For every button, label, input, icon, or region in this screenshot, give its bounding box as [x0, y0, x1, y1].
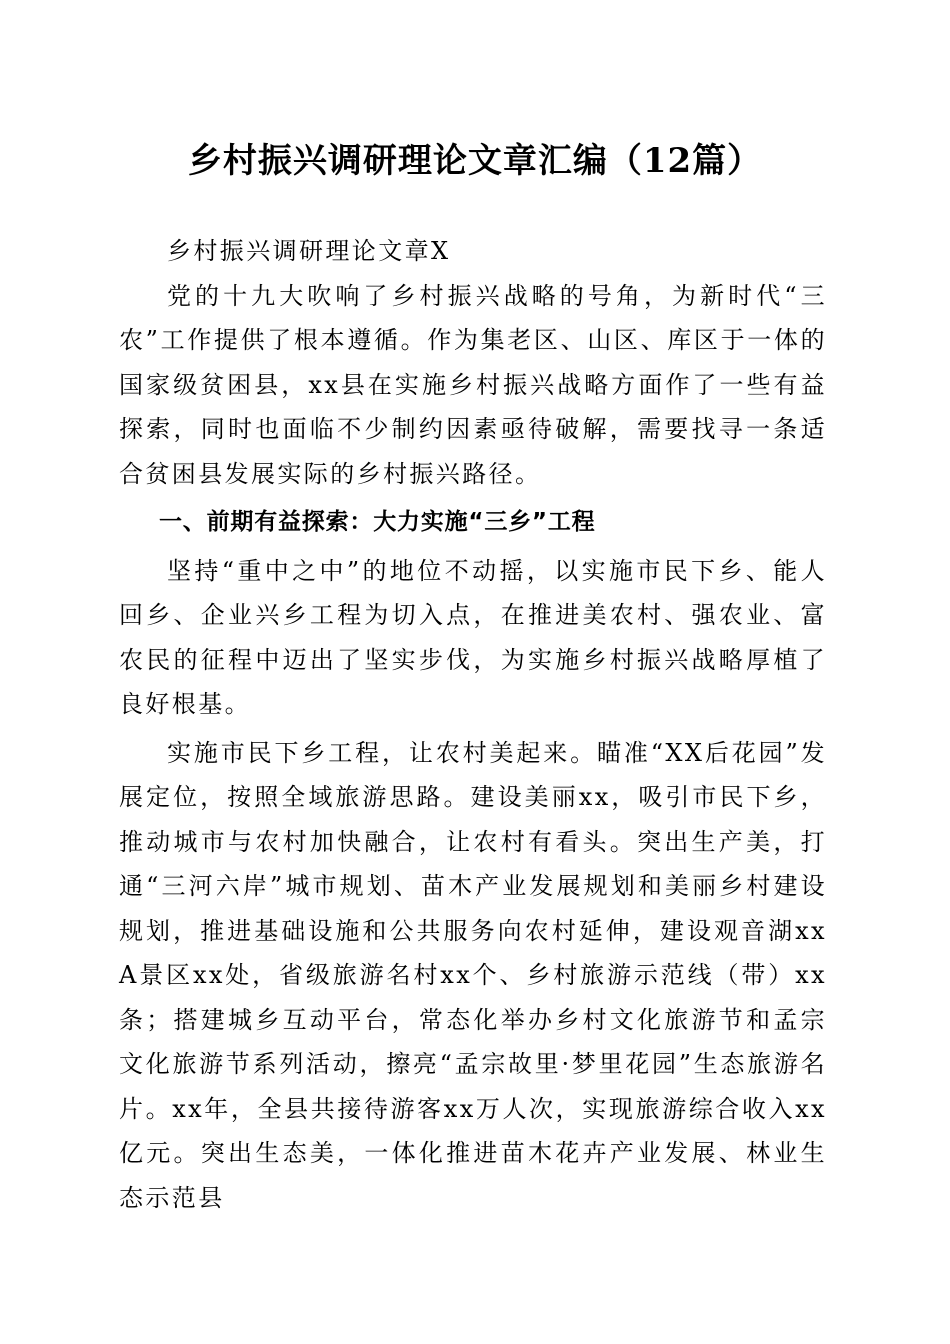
paragraph-section-intro: 坚持“重中之中”的地位不动摇，以实施市民下乡、能人回乡、企业兴乡工程为切入点，在推进美农村、强农业、富农民的征程中迈出了坚实步伐，为实施乡村振兴战略厚植了良好根基。 [119, 556, 827, 718]
paragraph-citizens-to-countryside: 实施市民下乡工程，让农村美起来。瞄准“XX后花园”发展定位，按照全域旅游思路。建设美丽xx，吸引市民下乡，推动城市与农村加快融合，让农村有看头。突出生产美，打通“三河六岸”城市规划、苗木产业发展规划和美丽乡村建设规划，推进基础设施和公共服务向农村延伸，建设观音湖xxA景区xx处，省级旅游名村xx个、乡村旅游示范线（带）xx条；搭建城乡互动平台，常态化举办乡村文化旅游节和孟宗文化旅游节系列活动，擦亮“孟宗故里·梦里花园”生态旅游名片。xx年，全县共接待游客xx万人次，实现旅游综合收入xx亿元。突出生态美，一体化推进苗木花卉产业发展、林业生态示范县 [119, 738, 827, 1212]
document-body [119, 229, 827, 1220]
document-title: 乡村振兴调研理论文章汇编（12篇） [187, 141, 763, 181]
section-heading: 一、前期有益探索：大力实施“三乡”工程 [159, 509, 596, 535]
paragraph-intro: 党的十九大吹响了乡村振兴战略的号角，为新时代“三农”工作提供了根本遵循。作为集老区、山区、库区于一体的国家级贫困县，xx县在实施乡村振兴战略方面作了一些有益探索，同时也面临不少制约因素亟待破解，需要找寻一条适合贫困县发展实际的乡村振兴路径。 [119, 281, 827, 488]
article-subtitle: 乡村振兴调研理论文章X [167, 237, 451, 265]
